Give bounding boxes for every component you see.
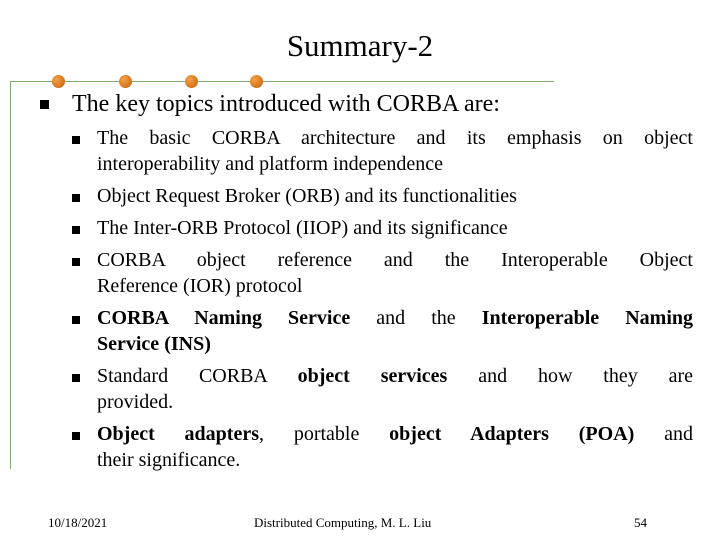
text-run: and how they are bbox=[447, 365, 693, 387]
text-run: The basic CORBA architecture and its emphasis on object bbox=[97, 127, 693, 149]
bold-text: object services bbox=[297, 365, 448, 387]
list-item-line bbox=[97, 447, 693, 473]
footer-date: 10/18/2021 bbox=[48, 515, 108, 530]
list-item bbox=[97, 421, 693, 473]
bold-text: CORBA Naming Service bbox=[97, 307, 351, 329]
text-run: Reference (IOR) protocol bbox=[97, 275, 303, 297]
bold-text: Service (INS) bbox=[97, 333, 211, 355]
list-item-line bbox=[97, 125, 693, 151]
text-run: Object Request Broker (ORB) and its functionalities bbox=[97, 185, 517, 207]
footer-credit: Distributed Computing, M. L. Liu bbox=[254, 515, 432, 530]
bold-text: Interoperable Naming bbox=[481, 307, 693, 329]
list-item-line bbox=[97, 183, 693, 209]
square-bullet-icon bbox=[72, 432, 80, 440]
text-run: Standard CORBA bbox=[97, 365, 298, 387]
text-run: and bbox=[634, 423, 693, 445]
text-run: interoperability and platform independence bbox=[97, 153, 443, 175]
bold-text: Object adapters bbox=[97, 423, 260, 445]
list-item-line bbox=[97, 421, 693, 447]
list-item-line bbox=[97, 247, 693, 273]
text-run: their significance. bbox=[97, 449, 241, 471]
slide-title: Summary-2 bbox=[286, 28, 434, 63]
square-bullet-icon bbox=[72, 258, 80, 266]
list-item bbox=[97, 363, 693, 415]
text-run: and the bbox=[350, 307, 482, 329]
list-item-line bbox=[97, 215, 693, 241]
bold-text: object Adapters (POA) bbox=[389, 423, 635, 445]
list-item-line bbox=[97, 389, 693, 415]
decorative-dot-icon bbox=[52, 75, 65, 88]
decorative-dot-icon bbox=[119, 75, 132, 88]
square-bullet-icon bbox=[72, 136, 80, 144]
square-bullet-icon bbox=[72, 226, 80, 234]
decorative-dot-icon bbox=[250, 75, 263, 88]
square-bullet-icon bbox=[72, 194, 80, 202]
square-bullet-icon bbox=[72, 374, 80, 382]
page-number: 54 bbox=[634, 515, 647, 530]
list-item bbox=[97, 183, 693, 209]
text-run: provided. bbox=[97, 391, 174, 413]
list-item bbox=[97, 305, 693, 357]
list-item-line bbox=[97, 363, 693, 389]
list-item bbox=[97, 215, 693, 241]
list-item-line bbox=[97, 305, 693, 331]
list-item bbox=[97, 125, 693, 177]
list-item-line bbox=[97, 151, 693, 177]
text-run: The Inter-ORB Protocol (IIOP) and its significance bbox=[97, 217, 508, 239]
intro-text: The key topics introduced with CORBA are: bbox=[72, 91, 500, 117]
square-bullet-icon bbox=[40, 100, 49, 109]
list-item bbox=[97, 247, 693, 299]
list-item-line bbox=[97, 331, 693, 357]
left-border-line bbox=[10, 81, 11, 469]
title-divider bbox=[10, 81, 554, 82]
text-run: , portable bbox=[259, 423, 390, 445]
text-run: CORBA object reference and the Interoperable Object bbox=[97, 249, 693, 271]
square-bullet-icon bbox=[72, 316, 80, 324]
decorative-dot-icon bbox=[185, 75, 198, 88]
list-item-line bbox=[97, 273, 693, 299]
